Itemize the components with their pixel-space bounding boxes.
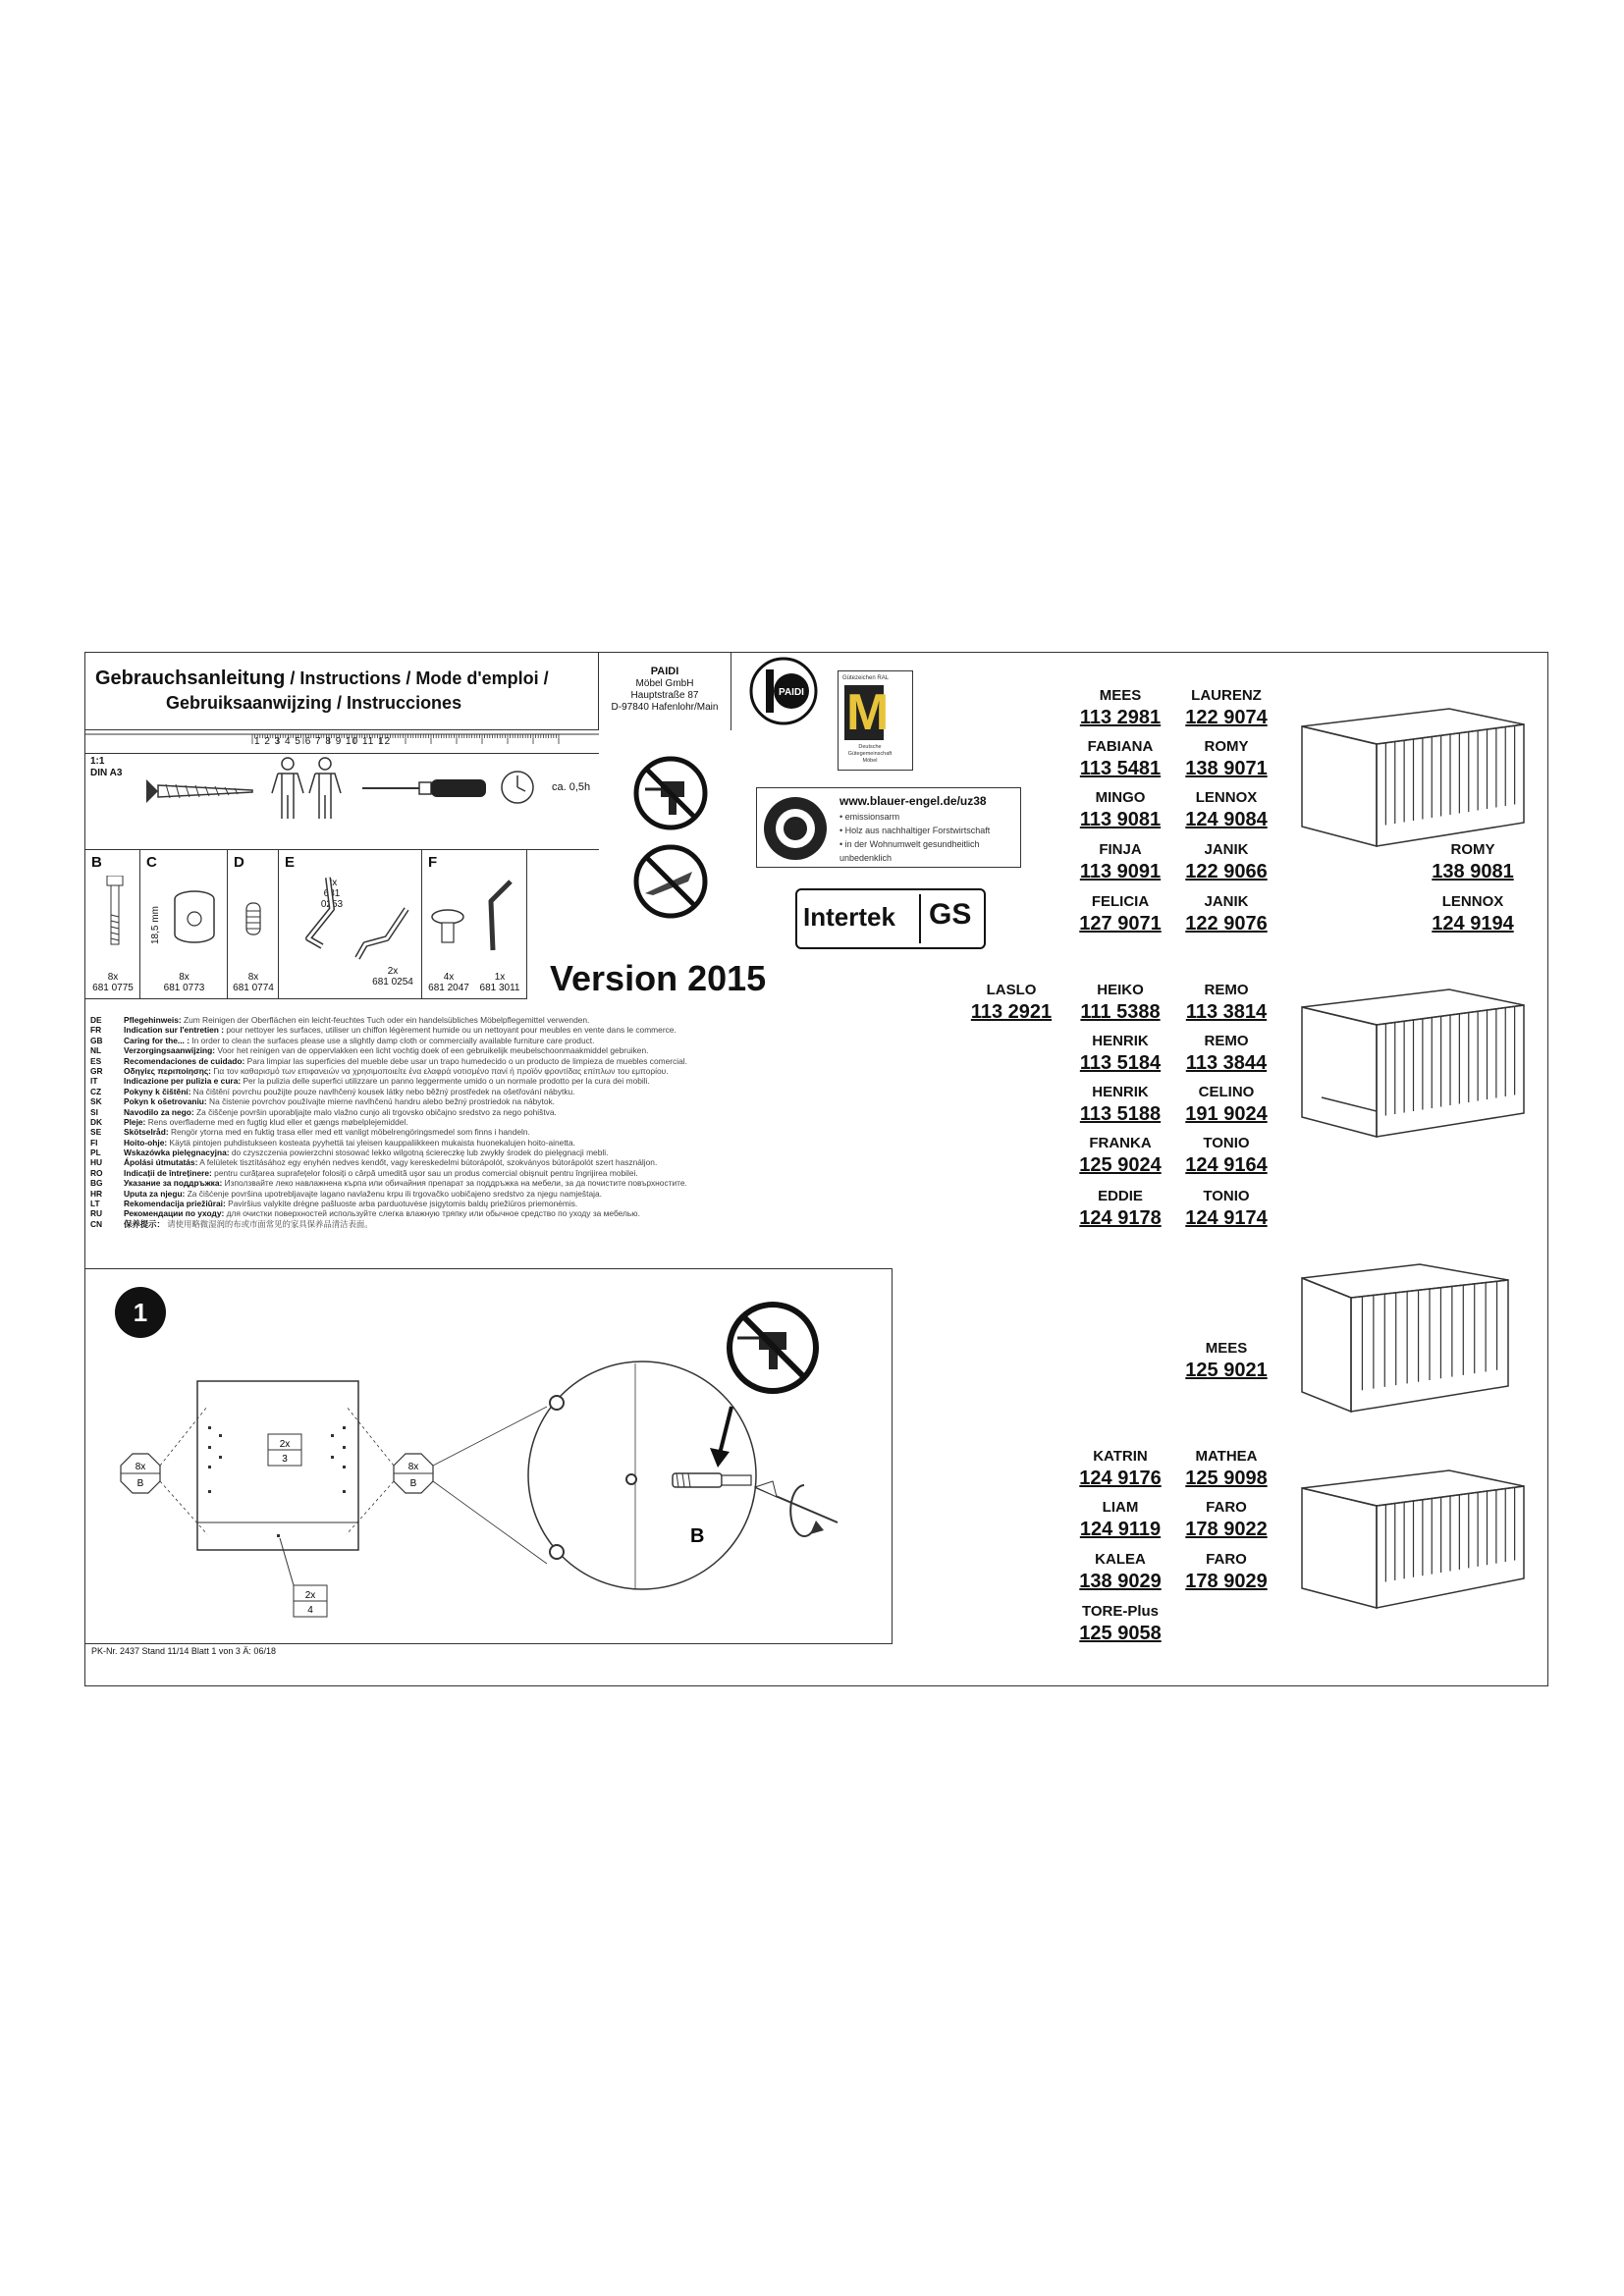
care-text: pour nettoyer les surfaces, utiliser un chiffon légèrement humide ou un nettoyant pour meubles en vente dans le commerce.: [226, 1025, 677, 1036]
clock-icon: [498, 768, 537, 807]
product-number: 191 9024: [1185, 1103, 1268, 1125]
part-qty: 1x: [494, 972, 506, 983]
care-text: In order to clean the surfaces please use a slightly damp cloth or commercially available furniture care product.: [191, 1035, 595, 1045]
title-main-word: Gebrauchsanleitung: [95, 667, 286, 689]
care-row: [90, 1127, 719, 1137]
company-name: PAIDI: [650, 666, 679, 677]
care-text: Za čišćenje površina upotrebljavajte lagano navlaženu krpu ili trgovačko uobičajeno sredstvo za njegu namještaja.: [187, 1188, 602, 1199]
part-qty: 2x: [387, 966, 399, 977]
care-lang-code: RO: [90, 1167, 103, 1178]
part-letter: B: [91, 854, 102, 871]
company-line-1: Möbel GmbH: [635, 678, 694, 689]
care-text: do czyszczenia powierzchni stosować lekko wilgotną ściereczkę lub zwykły środek do pielęgnacji mebli.: [231, 1148, 609, 1158]
care-text: 请使用略微湿润的布或市面常见的家具保养品清洁表面。: [167, 1218, 373, 1229]
product-name: MINGO: [1095, 789, 1146, 806]
product-number: 113 2981: [1079, 707, 1162, 728]
care-label: Pokyn k ošetrovaniu:: [124, 1096, 207, 1107]
product-number: 138 9029: [1079, 1571, 1162, 1592]
panel-bottom-num: 4: [307, 1605, 313, 1616]
care-label: Pleje:: [124, 1116, 146, 1127]
product-name: REMO: [1204, 1033, 1249, 1049]
cam-lock-icon: [170, 889, 219, 948]
golden-m-logo: [838, 670, 913, 771]
care-label: Indicații de întreținere:: [124, 1167, 212, 1178]
two-persons-icon: [268, 756, 347, 825]
title-main-rest: / Instructions / Mode d'emploi /: [285, 668, 549, 688]
bolt-icon: [105, 876, 125, 958]
care-label: Recomendaciones de cuidado:: [124, 1055, 245, 1066]
tag-left-letter: B: [136, 1478, 144, 1489]
care-text: Paviršius valykite drėgne pašluoste arba parduotuvėse įsigytomis baldų priežiūros priemonėmis.: [228, 1199, 578, 1209]
part-label: [85, 972, 140, 993]
product-name: ROMY: [1450, 841, 1495, 858]
company-line-3: D-97840 Hafenlohr/Main: [611, 702, 719, 713]
care-text: Rengör ytorna med en fuktig trasa eller med ett vanligt möbelrengöringsmedel som finns i handeln.: [170, 1127, 530, 1138]
care-row: [90, 1178, 719, 1188]
part-qty: 4x: [443, 972, 455, 983]
product-name: HENRIK: [1092, 1033, 1149, 1049]
care-row: [90, 1056, 719, 1066]
care-lang-code: BG: [90, 1178, 103, 1189]
product-number: 125 9098: [1185, 1468, 1268, 1489]
product-number: 113 3814: [1185, 1001, 1268, 1023]
panel-top-num: 3: [282, 1454, 288, 1465]
product-name: FABIANA: [1087, 738, 1154, 755]
care-lang-code: GR: [90, 1065, 103, 1076]
product-name: TONIO: [1203, 1135, 1250, 1151]
step-1-box: [85, 1268, 893, 1643]
product-number: 124 9119: [1079, 1519, 1162, 1540]
part-code: 681 0253: [320, 888, 344, 910]
part-E: [279, 850, 422, 999]
care-label: Указание за поддръжка:: [124, 1178, 223, 1189]
part-code: 681 3011: [479, 983, 520, 993]
care-label: Navodilo za nego:: [124, 1106, 194, 1117]
part-label-b: [365, 966, 420, 988]
care-lang-code: SK: [90, 1096, 102, 1107]
blauer-engel-url: www.blauer-engel.de/uz38: [839, 794, 987, 808]
part-D: [228, 850, 279, 999]
care-lang-code: LT: [90, 1199, 100, 1209]
product-number: 178 9022: [1185, 1519, 1268, 1540]
care-label: Indicazione per pulizia e cura:: [124, 1076, 242, 1087]
part-C: [140, 850, 228, 999]
scale-ratio: 1:1: [90, 756, 105, 767]
crib-illustration-3: [1292, 1255, 1518, 1421]
product-name: HENRIK: [1092, 1084, 1149, 1100]
care-lang-code: DE: [90, 1015, 102, 1025]
care-label: Pflegehinweis:: [124, 1015, 182, 1025]
scale-paper: DIN A3: [90, 768, 123, 778]
product-number: 125 9021: [1185, 1360, 1268, 1381]
care-row: [90, 1025, 719, 1035]
bracket-icon: [289, 870, 416, 968]
care-label: Uputa za njegu:: [124, 1188, 186, 1199]
care-text: Za čiščenje površin uporabljajte malo vlažno cunjo ali trgovsko običajno sredstvo za nego pohištva.: [196, 1106, 557, 1117]
care-text: Voor het reinigen van de oppervlakken een licht vochtig doek of een gebruikelijk meubelschoonmaakmiddel gebruiken.: [217, 1045, 649, 1056]
product-name: FELICIA: [1091, 893, 1150, 910]
care-lang-code: SE: [90, 1127, 102, 1138]
product-number: 113 5184: [1079, 1052, 1162, 1074]
care-lang-code: FI: [90, 1137, 98, 1148]
gs-label: GS: [929, 898, 972, 931]
no-drill-icon: [631, 754, 710, 832]
panel-top-qty: 2x: [279, 1439, 291, 1450]
tools-row: [85, 746, 599, 850]
care-label: Verzorgingsaanwijzing:: [124, 1045, 216, 1056]
care-lang-code: RU: [90, 1208, 103, 1219]
care-row: [90, 1208, 719, 1218]
golden-m-letter: M: [846, 684, 890, 741]
screw-icon: [144, 772, 262, 811]
part-letter: E: [285, 854, 296, 871]
time-label: ca. 0,5h: [552, 781, 591, 793]
parts-table: [85, 850, 527, 999]
care-lang-code: DK: [90, 1116, 103, 1127]
dowel-icon: [244, 901, 263, 936]
care-label: Indication sur l'entretien :: [124, 1025, 225, 1036]
product-number: 125 9058: [1079, 1623, 1162, 1644]
blauer-engel-item: • Holz aus nachhaltiger Forstwirtschaft: [839, 826, 991, 835]
care-row: [90, 1138, 719, 1148]
care-lang-code: CN: [90, 1218, 103, 1229]
blauer-engel-badge: [756, 787, 1021, 868]
product-name: ROMY: [1204, 738, 1249, 755]
care-text: для очистки поверхностей используйте слегка влажную тряпку или обычное средство по уходу за мебелью.: [226, 1208, 640, 1219]
part-label: [228, 972, 279, 993]
company-address: [599, 652, 731, 730]
product-number: 113 3844: [1185, 1052, 1268, 1074]
product-number: 122 9066: [1185, 861, 1268, 882]
care-text: Käytä pintojen puhdistukseen kosteata pyyhettä tai yleisen kauppaliikkeen mukaista huonekalujen hoito-ainetta.: [169, 1137, 575, 1148]
product-name: JANIK: [1204, 841, 1249, 858]
product-number: 127 9071: [1079, 913, 1162, 934]
care-row: [90, 1087, 719, 1096]
care-label: 保养提示：: [124, 1218, 165, 1229]
care-row: [90, 1148, 719, 1157]
product-number: 113 5481: [1079, 758, 1162, 779]
care-text: Rens overfladerne med en fugtig klud eller et gængs møbelplejemiddel.: [147, 1116, 408, 1127]
product-number: 178 9029: [1185, 1571, 1268, 1592]
version-label: Version 2015: [550, 958, 767, 998]
title-line-2: Gebruiksaanwijzing / Instrucciones: [166, 693, 462, 713]
product-number: 124 9164: [1185, 1154, 1268, 1176]
care-label: Wskazówka pielęgnacyjna:: [124, 1148, 230, 1158]
care-lang-code: GB: [90, 1035, 103, 1045]
product-name: TONIO: [1203, 1188, 1250, 1204]
care-row: [90, 1168, 719, 1178]
part-B: [85, 850, 140, 999]
golden-m-top: Gütezeichen RAL: [842, 675, 890, 681]
care-text: Zum Reinigen der Oberflächen ein leicht-feuchtes Tuch oder ein handelsübliches Möbelpflegemittel verwenden.: [183, 1015, 590, 1025]
product-number: 122 9074: [1185, 707, 1268, 728]
blauer-engel-item: • in der Wohnumwelt gesundheitlich unbedenklich: [839, 839, 980, 863]
screwdriver-icon: [360, 774, 498, 803]
care-row: [90, 1189, 719, 1199]
product-number: 124 9176: [1079, 1468, 1162, 1489]
product-name: MEES: [1205, 1340, 1248, 1357]
blauer-engel-logo: [761, 794, 830, 863]
product-name: CELINO: [1198, 1084, 1255, 1100]
title-line-1: [95, 667, 549, 690]
care-row: [90, 1219, 719, 1229]
part-code: 681 0254: [372, 977, 413, 988]
care-row: [90, 1015, 719, 1025]
part-dimension: 18,5 mm: [150, 906, 161, 944]
care-row: [90, 1045, 719, 1055]
intertek-gs-badge: [795, 888, 986, 949]
step-number: 1: [133, 1298, 148, 1327]
detail-b-label: B: [690, 1525, 705, 1547]
blauer-engel-item: • emissionsarm: [839, 812, 900, 822]
allen-key-icon: [481, 876, 520, 954]
step-1-illustration: [85, 1269, 893, 1644]
product-name: FRANKA: [1089, 1135, 1152, 1151]
care-label: Rekomendacija priežiūrai:: [124, 1199, 226, 1209]
care-lang-code: CZ: [90, 1086, 102, 1096]
care-text: Per la pulizia delle superfici utilizzare un panno leggermente umido o un normale prodotto per la cura dei mobili.: [243, 1076, 650, 1087]
care-label: Pokyny k čištění:: [124, 1086, 191, 1096]
part-code: 681 0774: [233, 983, 274, 993]
ruler-numbers: 1 2 3 4 5 6 7 8 9 10 11 12: [254, 736, 392, 747]
care-text: Na čištění povrchu použijte pouze navlhčený kousek látky nebo běžný prostředek na ošetřování nábytku.: [192, 1086, 575, 1096]
product-name: REMO: [1204, 982, 1249, 998]
care-label: Рекомендации по уходу:: [124, 1208, 225, 1219]
part-qty: 8x: [247, 972, 259, 983]
part-label-a: [424, 972, 473, 993]
care-row: [90, 1096, 719, 1106]
footer-meta: PK-Nr. 2437 Stand 11/14 Blatt 1 von 3 Ä: 06/18: [85, 1643, 893, 1659]
part-letter: D: [234, 854, 244, 871]
golden-m-block: [844, 684, 890, 741]
care-text: A felületek tisztításához egy enyhén nedves kendőt, vagy kereskedelmi bútorápolót, szokványos bútorápolót szert használjon.: [199, 1157, 658, 1168]
product-number: 138 9071: [1185, 758, 1268, 779]
product-name: LIAM: [1102, 1499, 1139, 1516]
company-line-2: Hauptstraße 87: [630, 690, 699, 701]
title-block: [85, 652, 599, 730]
care-lang-code: HR: [90, 1188, 103, 1199]
crib-illustration-4: [1292, 1461, 1538, 1628]
product-name: MEES: [1099, 687, 1142, 704]
part-code: 681 0775: [92, 983, 134, 993]
care-lang-code: HU: [90, 1157, 103, 1168]
cap-nut-icon: [428, 907, 467, 946]
product-name: HEIKO: [1097, 982, 1144, 998]
part-letter: F: [428, 854, 438, 871]
product-name: LENNOX: [1195, 789, 1258, 806]
part-qty: 8x: [107, 972, 119, 983]
product-name: LAURENZ: [1191, 687, 1262, 704]
product-number: 138 9081: [1432, 861, 1514, 882]
care-label: Caring for the... :: [124, 1035, 189, 1045]
product-name: KATRIN: [1093, 1448, 1148, 1465]
product-number: 113 2921: [970, 1001, 1053, 1023]
gs-mark: [919, 894, 980, 943]
product-number: 111 5388: [1080, 1001, 1161, 1023]
golden-m-caption: Deutsche Gütegemeinschaft Möbel: [847, 744, 893, 764]
product-number: 124 9174: [1185, 1207, 1268, 1229]
tag-right-qty: 8x: [407, 1462, 419, 1472]
care-row: [90, 1157, 719, 1167]
product-name: MATHEA: [1195, 1448, 1258, 1465]
care-row: [90, 1066, 719, 1076]
care-text: Na čistenie povrchov používajte mierne navlhčenú handru alebo bežný prostriedok na nábytok.: [209, 1096, 555, 1107]
care-instructions: [90, 1015, 719, 1229]
care-label: Hoito-ohje:: [124, 1137, 168, 1148]
scale-note: [90, 756, 122, 779]
crib-illustration-2: [1292, 980, 1538, 1147]
product-number: 113 9081: [1079, 809, 1162, 830]
product-number: 124 9194: [1432, 913, 1514, 934]
care-lang-code: PL: [90, 1148, 101, 1158]
care-lang-code: FR: [90, 1025, 102, 1036]
product-name: LASLO: [986, 982, 1037, 998]
care-text: Para limpiar las superficies del mueble debe usar un trapo humedecido o un producto de limpieza de muebles comercial.: [246, 1055, 687, 1066]
intertek-label: Intertek: [803, 902, 895, 932]
product-name: KALEA: [1095, 1551, 1146, 1568]
care-lang-code: ES: [90, 1055, 102, 1066]
product-number: 124 9084: [1185, 809, 1268, 830]
product-number: 113 5188: [1079, 1103, 1162, 1125]
care-lang-code: IT: [90, 1076, 98, 1087]
care-label: Οδηγίες περιποίησης:: [124, 1065, 211, 1076]
care-label: Ápolási útmutatás:: [124, 1157, 198, 1168]
care-row: [90, 1036, 719, 1045]
tag-right-letter: B: [409, 1478, 417, 1489]
product-number: 125 9024: [1079, 1154, 1162, 1176]
product-name: EDDIE: [1098, 1188, 1143, 1204]
care-label: Skötselråd:: [124, 1127, 169, 1138]
svg-text:PAIDI: PAIDI: [779, 687, 804, 698]
care-text: Για τον καθαρισμό των επιφανειών να χρησιμοποιείτε ένα ελαφρά νοτισμένο πανί ή προϊόν φροντίδας επίπλων του εμπορίου.: [213, 1065, 669, 1076]
crib-illustration-1: [1292, 699, 1538, 856]
product-name: FARO: [1206, 1499, 1247, 1516]
care-row: [90, 1117, 719, 1127]
no-cutter-icon: [631, 842, 710, 921]
part-F: [422, 850, 527, 999]
panel-bottom-qty: 2x: [304, 1590, 316, 1601]
care-lang-code: SI: [90, 1106, 98, 1117]
part-qty: 8x: [179, 972, 189, 983]
care-lang-code: NL: [90, 1045, 102, 1056]
product-number: 113 9091: [1079, 861, 1162, 882]
tag-left-qty: 8x: [135, 1462, 146, 1472]
care-row: [90, 1199, 719, 1208]
product-name: JANIK: [1204, 893, 1249, 910]
part-qty: 2x: [326, 878, 338, 888]
care-row: [90, 1076, 719, 1086]
care-text: Използвайте леко навлажнена кърпа или обичайния препарат за поддръжка на мебели, за да почистите повърхностите.: [224, 1178, 687, 1189]
product-name: TORE-Plus: [1081, 1603, 1160, 1620]
product-number: 122 9076: [1185, 913, 1268, 934]
blauer-engel-list: [839, 810, 1016, 865]
product-name: FARO: [1206, 1551, 1247, 1568]
part-letter: C: [146, 854, 157, 871]
care-text: pentru curățarea suprafețelor folosiți o cârpă umedită ușor sau un produs comercial obișnuit pentru îngrijirea mobilei.: [214, 1167, 638, 1178]
part-code: 681 2047: [428, 983, 469, 993]
paidi-logo: [748, 656, 819, 726]
product-name: LENNOX: [1441, 893, 1504, 910]
care-row: [90, 1107, 719, 1117]
part-label: [140, 972, 228, 993]
product-name: FINJA: [1099, 841, 1142, 858]
product-number: 124 9178: [1079, 1207, 1162, 1229]
part-label-b: [475, 972, 524, 993]
part-code: 681 0773: [163, 983, 205, 993]
